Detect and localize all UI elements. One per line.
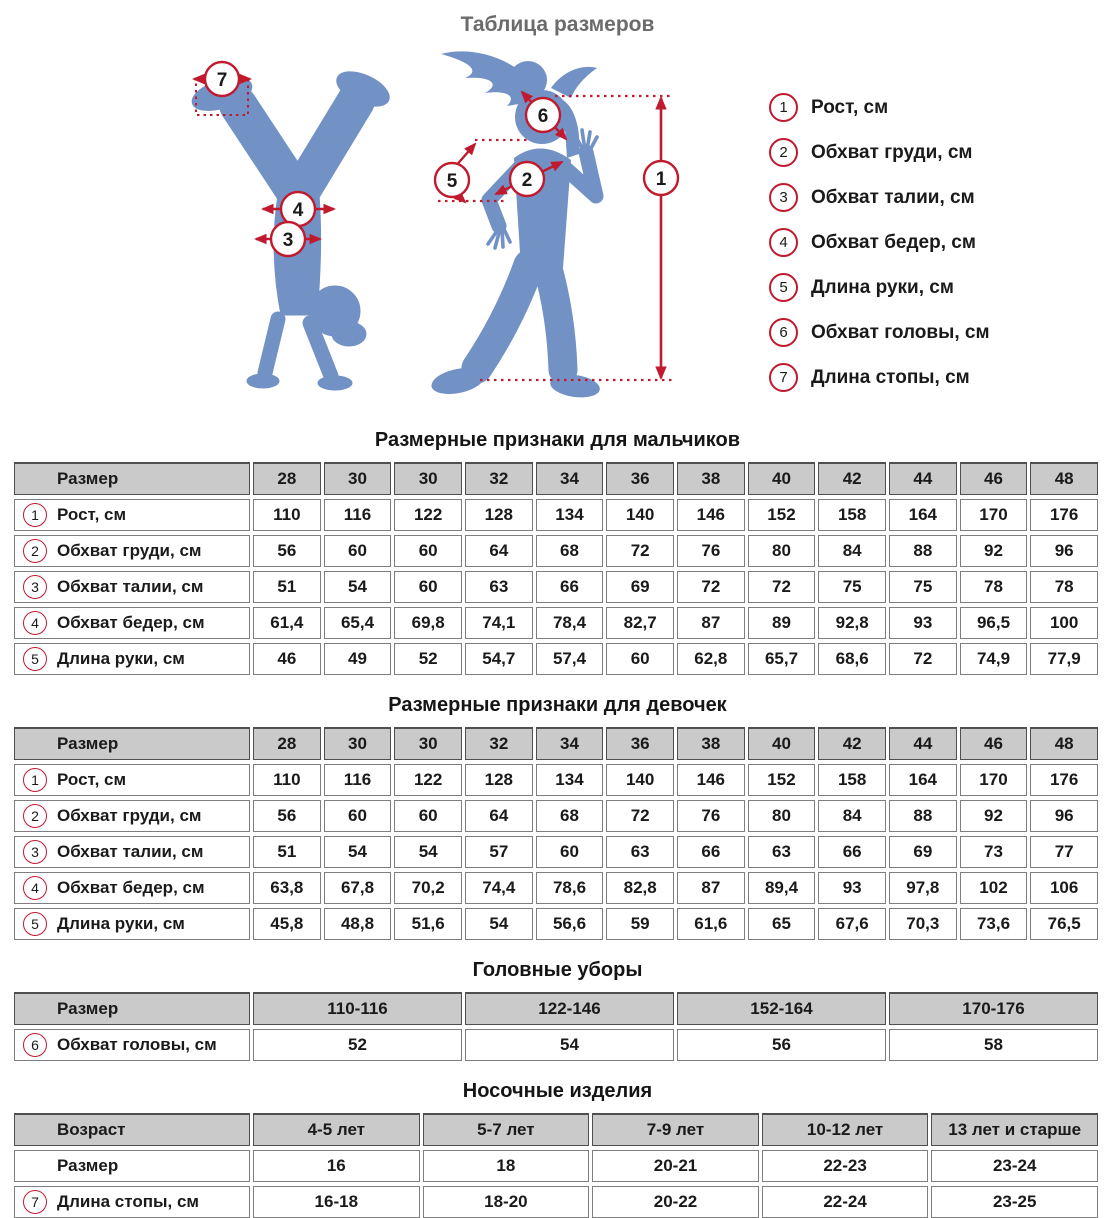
row-label-text: Длина руки, см — [57, 914, 185, 933]
legend-number-badge: 5 — [769, 273, 798, 302]
size-column-header: 38 — [677, 462, 745, 495]
size-column-header: 48 — [1030, 727, 1098, 760]
value-cell: 87 — [677, 607, 745, 639]
section-title-headwear: Головные уборы — [472, 959, 643, 981]
size-column-header: 7-9 лет — [592, 1113, 759, 1146]
legend-item — [769, 95, 990, 120]
value-cell: 170 — [960, 499, 1028, 531]
legend-label: Длина стопы, см — [811, 366, 970, 388]
value-cell: 74,4 — [465, 872, 533, 904]
value-cell: 96 — [1030, 800, 1098, 832]
row-label — [14, 643, 250, 675]
size-column-header: 13 лет и старше — [931, 1113, 1098, 1146]
figures-row — [0, 38, 1115, 410]
value-cell: 54 — [465, 908, 533, 940]
value-cell: 74,9 — [960, 643, 1028, 675]
label-indent-spacer — [23, 1130, 57, 1131]
row-label — [14, 535, 250, 567]
value-cell: 46 — [253, 643, 321, 675]
value-cell: 78 — [1030, 571, 1098, 603]
value-cell: 22-23 — [762, 1150, 929, 1182]
value-cell: 57 — [465, 836, 533, 868]
legend-label: Обхват талии, см — [811, 186, 975, 208]
value-cell: 93 — [889, 607, 957, 639]
value-cell: 63 — [606, 836, 674, 868]
size-column-header: 28 — [253, 727, 321, 760]
size-column-header: 4-5 лет — [253, 1113, 420, 1146]
value-cell: 54 — [465, 1029, 674, 1061]
column-header-label-text: Размер — [57, 734, 119, 753]
row-label-text: Длина стопы, см — [57, 1192, 200, 1211]
measurement-legend — [769, 95, 990, 410]
row-number-badge: 4 — [23, 611, 47, 635]
section-title-boys: Размерные признаки для мальчиков — [374, 429, 741, 451]
value-cell: 158 — [818, 764, 886, 796]
size-column-header: 5-7 лет — [423, 1113, 590, 1146]
section-title-girls: Размерные признаки для девочек — [388, 694, 727, 716]
value-cell: 78,6 — [536, 872, 604, 904]
value-cell: 84 — [818, 800, 886, 832]
value-cell: 72 — [606, 800, 674, 832]
row-label-text: Обхват головы, см — [57, 1035, 217, 1054]
row-number-badge: 3 — [23, 575, 47, 599]
value-cell: 77 — [1030, 836, 1098, 868]
value-cell: 59 — [606, 908, 674, 940]
column-header-label — [14, 727, 250, 760]
size-column-header: 34 — [536, 462, 604, 495]
svg-text:2: 2 — [521, 170, 533, 191]
value-cell: 65,4 — [324, 607, 392, 639]
section-girls — [0, 693, 1115, 940]
marker-badge-2 — [510, 162, 544, 196]
value-cell: 158 — [818, 499, 886, 531]
value-cell: 164 — [889, 764, 957, 796]
value-cell: 146 — [677, 499, 745, 531]
value-cell: 66 — [818, 836, 886, 868]
legend-item — [769, 275, 990, 300]
value-cell: 134 — [536, 499, 604, 531]
value-cell: 74,1 — [465, 607, 533, 639]
value-cell: 80 — [748, 800, 816, 832]
value-cell: 66 — [677, 836, 745, 868]
legend-number-badge: 2 — [769, 138, 798, 167]
value-cell: 116 — [324, 764, 392, 796]
value-cell: 134 — [536, 764, 604, 796]
row-label — [14, 499, 250, 531]
value-cell: 72 — [606, 535, 674, 567]
value-cell: 62,8 — [677, 643, 745, 675]
value-cell: 75 — [818, 571, 886, 603]
legend-label: Обхват груди, см — [811, 141, 973, 163]
value-cell: 63,8 — [253, 872, 321, 904]
value-cell: 18 — [423, 1150, 590, 1182]
size-column-header: 44 — [889, 727, 957, 760]
row-number-badge: 7 — [23, 1190, 47, 1214]
value-cell: 45,8 — [253, 908, 321, 940]
value-cell: 54,7 — [465, 643, 533, 675]
value-cell: 73 — [960, 836, 1028, 868]
value-cell: 89 — [748, 607, 816, 639]
value-cell: 51 — [253, 836, 321, 868]
value-cell: 77,9 — [1030, 643, 1098, 675]
value-cell: 72 — [889, 643, 957, 675]
girl-silhouette — [429, 51, 601, 400]
row-number-badge: 4 — [23, 876, 47, 900]
value-cell: 66 — [536, 571, 604, 603]
row-label — [14, 1029, 250, 1061]
value-cell: 56 — [253, 800, 321, 832]
row-label-text: Размер — [57, 1156, 119, 1175]
value-cell: 72 — [677, 571, 745, 603]
column-header-label-text: Размер — [57, 469, 119, 488]
row-label-text: Обхват груди, см — [57, 806, 202, 825]
value-cell: 60 — [324, 535, 392, 567]
legend-item — [769, 185, 990, 210]
marker-badge-3 — [271, 222, 305, 256]
value-cell: 102 — [960, 872, 1028, 904]
value-cell: 67,6 — [818, 908, 886, 940]
value-cell: 69 — [606, 571, 674, 603]
marker-badge-7 — [205, 62, 239, 96]
value-cell: 68,6 — [818, 643, 886, 675]
value-cell: 60 — [394, 535, 462, 567]
marker-badge-1 — [644, 161, 678, 195]
row-number-badge: 3 — [23, 840, 47, 864]
value-cell: 116 — [324, 499, 392, 531]
value-cell: 100 — [1030, 607, 1098, 639]
value-cell: 20-22 — [592, 1186, 759, 1218]
size-column-header: 32 — [465, 462, 533, 495]
column-header-label — [14, 462, 250, 495]
legend-number-badge: 1 — [769, 93, 798, 122]
value-cell: 92 — [960, 535, 1028, 567]
value-cell: 69 — [889, 836, 957, 868]
legend-item — [769, 365, 990, 390]
value-cell: 18-20 — [423, 1186, 590, 1218]
value-cell: 56,6 — [536, 908, 604, 940]
value-cell: 56 — [677, 1029, 886, 1061]
row-label-text: Обхват талии, см — [57, 842, 204, 861]
value-cell: 84 — [818, 535, 886, 567]
value-cell: 128 — [465, 764, 533, 796]
value-cell: 89,4 — [748, 872, 816, 904]
label-indent-spacer — [23, 1009, 57, 1010]
row-label — [14, 872, 250, 904]
row-number-badge: 1 — [23, 503, 47, 527]
row-label-text: Обхват талии, см — [57, 577, 204, 596]
size-column-header: 30 — [394, 462, 462, 495]
size-column-header: 36 — [606, 462, 674, 495]
size-column-header: 46 — [960, 462, 1028, 495]
row-number-badge: 6 — [23, 1033, 47, 1057]
boy-figure-illustration — [150, 43, 450, 403]
value-cell: 23-25 — [931, 1186, 1098, 1218]
label-indent-spacer — [23, 479, 57, 480]
value-cell: 68 — [536, 800, 604, 832]
section-boys — [0, 428, 1115, 675]
label-indent-spacer — [23, 1166, 57, 1167]
row-label — [14, 571, 250, 603]
svg-text:7: 7 — [216, 70, 228, 91]
value-cell: 96 — [1030, 535, 1098, 567]
value-cell: 60 — [324, 800, 392, 832]
marker-badge-5 — [435, 163, 469, 197]
value-cell: 70,3 — [889, 908, 957, 940]
svg-text:3: 3 — [282, 230, 294, 251]
value-cell: 51,6 — [394, 908, 462, 940]
size-column-header: 10-12 лет — [762, 1113, 929, 1146]
row-label — [14, 908, 250, 940]
value-cell: 54 — [324, 571, 392, 603]
value-cell: 54 — [324, 836, 392, 868]
size-column-header: 30 — [324, 727, 392, 760]
value-cell: 72 — [748, 571, 816, 603]
svg-text:1: 1 — [655, 169, 667, 190]
value-cell: 82,8 — [606, 872, 674, 904]
value-cell: 67,8 — [324, 872, 392, 904]
legend-item — [769, 320, 990, 345]
size-column-header: 30 — [324, 462, 392, 495]
value-cell: 76 — [677, 800, 745, 832]
value-cell: 128 — [465, 499, 533, 531]
value-cell: 146 — [677, 764, 745, 796]
value-cell: 61,6 — [677, 908, 745, 940]
section-socks — [0, 1079, 1115, 1218]
value-cell: 164 — [889, 499, 957, 531]
size-column-header: 152-164 — [677, 992, 886, 1025]
row-label — [14, 1150, 250, 1182]
value-cell: 78,4 — [536, 607, 604, 639]
value-cell: 58 — [889, 1029, 1098, 1061]
value-cell: 70,2 — [394, 872, 462, 904]
row-label — [14, 607, 250, 639]
size-column-header: 30 — [394, 727, 462, 760]
value-cell: 170 — [960, 764, 1028, 796]
value-cell: 152 — [748, 499, 816, 531]
svg-text:6: 6 — [537, 106, 549, 127]
legend-item — [769, 140, 990, 165]
value-cell: 88 — [889, 800, 957, 832]
value-cell: 92 — [960, 800, 1028, 832]
value-cell: 52 — [394, 643, 462, 675]
value-cell: 93 — [818, 872, 886, 904]
value-cell: 61,4 — [253, 607, 321, 639]
value-cell: 69,8 — [394, 607, 462, 639]
size-column-header: 110-116 — [253, 992, 462, 1025]
value-cell: 73,6 — [960, 908, 1028, 940]
row-label-text: Рост, см — [57, 770, 127, 789]
value-cell: 54 — [394, 836, 462, 868]
value-cell: 16-18 — [253, 1186, 420, 1218]
section-headwear — [0, 958, 1115, 1061]
row-number-badge: 2 — [23, 539, 47, 563]
headwear-size-table — [14, 992, 1098, 1061]
value-cell: 96,5 — [960, 607, 1028, 639]
size-column-header: 34 — [536, 727, 604, 760]
value-cell: 23-24 — [931, 1150, 1098, 1182]
column-header-label — [14, 992, 250, 1025]
row-number-badge: 5 — [23, 647, 47, 671]
page-title: Таблица размеров — [460, 13, 655, 36]
value-cell: 122 — [394, 499, 462, 531]
legend-number-badge: 6 — [769, 318, 798, 347]
boys-size-table — [14, 462, 1098, 675]
column-header-label-text: Размер — [57, 999, 119, 1018]
size-column-header: 122-146 — [465, 992, 674, 1025]
row-label — [14, 800, 250, 832]
size-column-header: 40 — [748, 727, 816, 760]
value-cell: 64 — [465, 535, 533, 567]
value-cell: 57,4 — [536, 643, 604, 675]
size-column-header: 36 — [606, 727, 674, 760]
value-cell: 48,8 — [324, 908, 392, 940]
value-cell: 60 — [536, 836, 604, 868]
value-cell: 16 — [253, 1150, 420, 1182]
column-header-label — [14, 1113, 250, 1146]
value-cell: 49 — [324, 643, 392, 675]
size-column-header: 44 — [889, 462, 957, 495]
legend-label: Обхват бедер, см — [811, 231, 976, 253]
legend-label: Рост, см — [811, 96, 889, 118]
value-cell: 52 — [253, 1029, 462, 1061]
marker-badge-6 — [526, 98, 560, 132]
value-cell: 140 — [606, 499, 674, 531]
size-column-header: 42 — [818, 727, 886, 760]
row-label — [14, 836, 250, 868]
value-cell: 60 — [394, 571, 462, 603]
row-label — [14, 764, 250, 796]
girl-figure-illustration — [425, 38, 715, 403]
value-cell: 82,7 — [606, 607, 674, 639]
value-cell: 106 — [1030, 872, 1098, 904]
value-cell: 152 — [748, 764, 816, 796]
value-cell: 56 — [253, 535, 321, 567]
value-cell: 76,5 — [1030, 908, 1098, 940]
value-cell: 80 — [748, 535, 816, 567]
size-column-header: 38 — [677, 727, 745, 760]
value-cell: 176 — [1030, 499, 1098, 531]
row-label-text: Обхват бедер, см — [57, 613, 205, 632]
value-cell: 20-21 — [592, 1150, 759, 1182]
row-number-badge: 1 — [23, 768, 47, 792]
legend-label: Длина руки, см — [811, 276, 954, 298]
size-column-header: 32 — [465, 727, 533, 760]
value-cell: 87 — [677, 872, 745, 904]
value-cell: 122 — [394, 764, 462, 796]
value-cell: 22-24 — [762, 1186, 929, 1218]
value-cell: 63 — [465, 571, 533, 603]
row-label-text: Рост, см — [57, 505, 127, 524]
size-column-header: 42 — [818, 462, 886, 495]
value-cell: 97,8 — [889, 872, 957, 904]
section-title-socks: Носочные изделия — [462, 1080, 653, 1102]
size-column-header: 48 — [1030, 462, 1098, 495]
size-column-header: 170-176 — [889, 992, 1098, 1025]
value-cell: 65 — [748, 908, 816, 940]
value-cell: 110 — [253, 764, 321, 796]
legend-number-badge: 3 — [769, 183, 798, 212]
row-number-badge: 2 — [23, 804, 47, 828]
value-cell: 64 — [465, 800, 533, 832]
size-column-header: 46 — [960, 727, 1028, 760]
value-cell: 68 — [536, 535, 604, 567]
row-label-text: Обхват груди, см — [57, 541, 202, 560]
row-label-text: Обхват бедер, см — [57, 878, 205, 897]
value-cell: 60 — [394, 800, 462, 832]
legend-item — [769, 230, 990, 255]
socks-size-table — [14, 1113, 1098, 1218]
value-cell: 51 — [253, 571, 321, 603]
legend-label: Обхват головы, см — [811, 321, 990, 343]
value-cell: 78 — [960, 571, 1028, 603]
girls-size-table — [14, 727, 1098, 940]
value-cell: 88 — [889, 535, 957, 567]
row-label — [14, 1186, 250, 1218]
svg-text:5: 5 — [446, 171, 458, 192]
label-indent-spacer — [23, 744, 57, 745]
value-cell: 140 — [606, 764, 674, 796]
legend-number-badge: 4 — [769, 228, 798, 257]
row-number-badge: 5 — [23, 912, 47, 936]
value-cell: 176 — [1030, 764, 1098, 796]
value-cell: 110 — [253, 499, 321, 531]
row-label-text: Длина руки, см — [57, 649, 185, 668]
value-cell: 63 — [748, 836, 816, 868]
value-cell: 92,8 — [818, 607, 886, 639]
legend-number-badge: 7 — [769, 363, 798, 392]
size-column-header: 28 — [253, 462, 321, 495]
size-column-header: 40 — [748, 462, 816, 495]
value-cell: 75 — [889, 571, 957, 603]
svg-text:4: 4 — [292, 200, 304, 221]
value-cell: 65,7 — [748, 643, 816, 675]
value-cell: 60 — [606, 643, 674, 675]
value-cell: 76 — [677, 535, 745, 567]
column-header-label-text: Возраст — [57, 1120, 126, 1139]
